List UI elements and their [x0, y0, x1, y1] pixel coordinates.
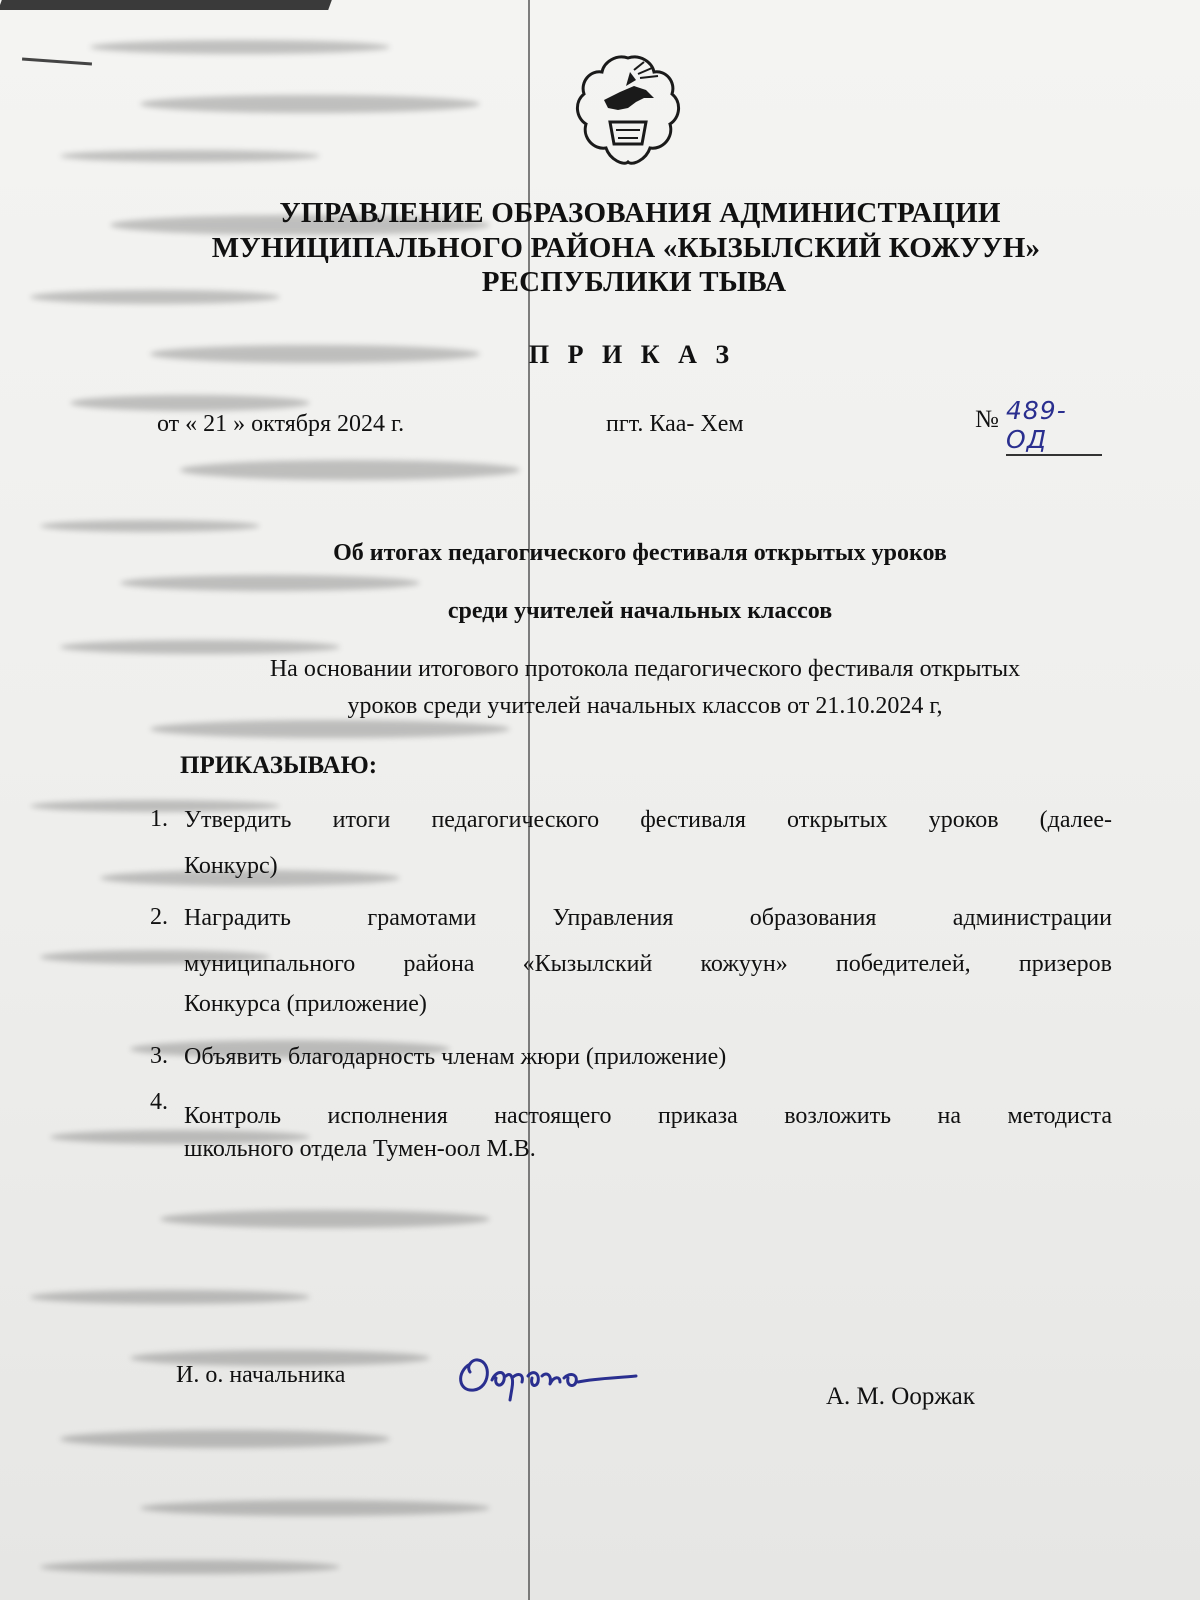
header-line-2: МУНИЦИПАЛЬНОГО РАЙОНА «КЫЗЫЛСКИЙ КОЖУУН» — [211, 232, 1041, 264]
order-word: ПРИКАЗЫВАЮ: — [180, 752, 378, 779]
item-1-line-2: Конкурс) — [184, 853, 278, 879]
document-title-line-2: среди учителей начальных классов — [447, 598, 833, 624]
item-4-line-2: школьного отдела Тумен-оол М.В. — [184, 1136, 536, 1162]
header-line-3: РЕСПУБЛИКИ ТЫВА — [481, 266, 787, 298]
item-4-line-1: Контроль исполнения настоящего приказа возложить на методиста — [184, 1103, 1112, 1129]
document-number-handwritten: 489-ОД — [1006, 396, 1102, 456]
item-3-line-1: Объявить благодарность членам жюри (приложение) — [184, 1044, 727, 1070]
item-1-number: 1. — [150, 806, 168, 832]
item-1-line-1: Утвердить итоги педагогического фестиваля открытых уроков (далее- — [184, 807, 1112, 833]
handwritten-signature — [448, 1332, 648, 1412]
signatory-name: А. М. Ооржак — [826, 1383, 975, 1410]
document-type: П Р И К А З — [528, 340, 736, 369]
photo-background-strip — [0, 0, 332, 10]
item-2-line-3: Конкурса (приложение) — [184, 991, 427, 1017]
tuva-coat-of-arms-icon — [574, 52, 682, 168]
item-3-number: 3. — [150, 1043, 168, 1069]
document-place: пгт. Каа- Хем — [606, 411, 744, 437]
copy-mark — [22, 58, 92, 66]
document-title-line-1: Об итогах педагогического фестиваля открытых уроков — [333, 540, 947, 566]
item-2-line-1: Наградить грамотами Управления образования администрации — [184, 905, 1112, 931]
basis-line-2: уроков среди учителей начальных классов от 21.10.2024 г, — [347, 693, 943, 719]
signatory-title: И. о. начальника — [176, 1362, 346, 1388]
document-number-label: № — [975, 406, 999, 433]
item-2-line-2: муниципального района «Кызылский кожуун» победителей, призеров — [184, 951, 1112, 977]
item-2-number: 2. — [150, 904, 168, 930]
basis-line-1: На основании итогового протокола педагогического фестиваля открытых — [269, 656, 1021, 682]
item-4-number: 4. — [150, 1089, 168, 1115]
header-line-1: УПРАВЛЕНИЕ ОБРАЗОВАНИЯ АДМИНИСТРАЦИИ — [279, 197, 1001, 229]
document-date: от « 21 » октября 2024 г. — [157, 411, 405, 437]
